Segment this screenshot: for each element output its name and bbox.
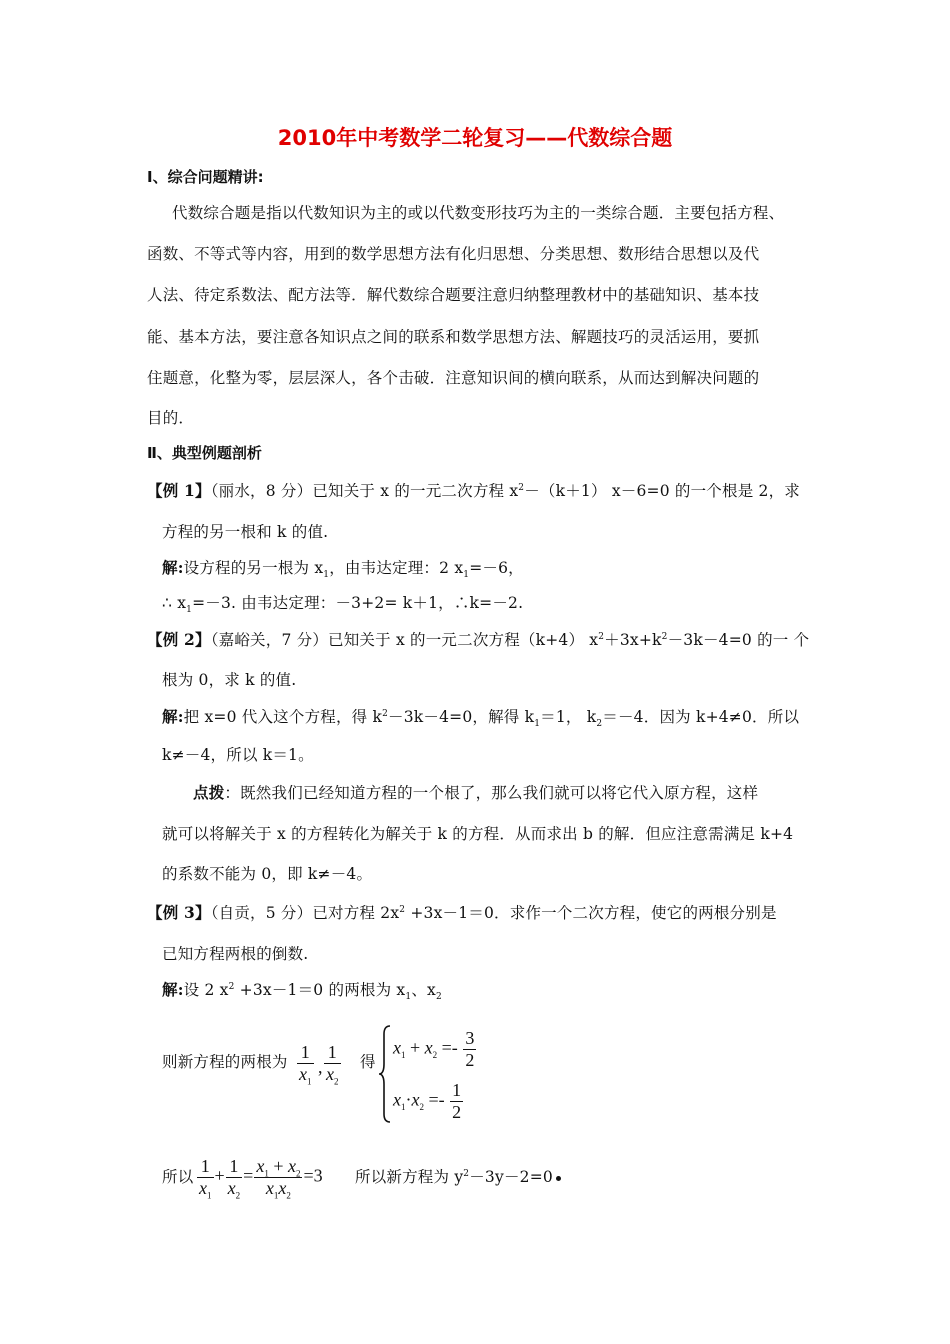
reciprocal-x2-fraction: $\frac{1}{x_2}$ [326, 1042, 339, 1087]
example-3-question-line-1: 【例 3】（自贡，5 分）已对方程 $2x^2 +3x-1=0$．求作一个二次方程，使它的两根分别是 [147, 903, 777, 922]
product-equation: $x_1\cdot x_2$ =- $\frac{1}{2}$ [393, 1080, 462, 1122]
section-heading-2: Ⅱ、典型例题剖析 [147, 444, 262, 462]
paragraph-line-4: 能、基本方法，要注意各知识点之间的联系和数学思想方法、解题技巧的灵活运用，要抓 [147, 328, 760, 346]
tip-line-3: 的系数不能为 0，即 k≠－4。 [162, 865, 373, 883]
example-3-label: 【例 3】 [147, 903, 211, 922]
example-2-question-line-2: 根为 0，求 k 的值. [162, 671, 297, 689]
paragraph-line-3: 人法、待定系数法、配方法等．解代数综合题要注意归纳整理教材中的基础知识、基本技 [147, 286, 760, 304]
tip-line-1: 点拨：既然我们已经知道方程的一个根了，那么我们就可以将它代入原方程，这样 [193, 783, 759, 802]
example-1-question-line-1: 【例 1】（丽水，8 分）已知关于 x 的一元二次方程 $x^2-(k+1)$ x－6=0 的一个根是 2，求 [147, 481, 800, 500]
example-3-solution-line-1: 解:设 2 $x^2 +3x-1=0$ 的两根为 $x_1$、$x_2$ [162, 980, 442, 1003]
final-equation: 所以新方程为 $y^2-3y-2=0$ [355, 1165, 561, 1187]
example-1-label: 【例 1】 [147, 481, 211, 500]
tip-label: 点拨 [193, 783, 225, 802]
sum-equation: $x_1 + x_2$ =- $\frac{3}{2}$ [393, 1028, 475, 1070]
example-2-question-line-1: 【例 2】（嘉峪关，7 分）已知关于 x 的一元二次方程（k+4） $x^2+3x+k^2-3k-4=0$ 的一 个 [147, 630, 810, 649]
so-text: 所以 [162, 1168, 194, 1186]
de-text: 得 [360, 1053, 376, 1071]
reciprocal-x1-fraction: $\frac{1}{x_1}$ [299, 1042, 312, 1087]
section-heading-1: Ⅰ、综合问题精讲: [147, 168, 264, 186]
solution-label: 解: [162, 980, 184, 999]
solution-label: 解: [162, 558, 184, 577]
tip-line-2: 就可以将解关于 x 的方程转化为解关于 k 的方程．从而求出 b 的解．但应注意需满足 k+4 [162, 825, 794, 843]
solution-label: 解: [162, 707, 184, 726]
example-1-question-line-2: 方程的另一根和 k 的值. [162, 523, 329, 541]
example-2-solution-line-2: k≠－4，所以 k＝1。 [162, 746, 314, 764]
new-roots-text: 则新方程的两根为 [162, 1053, 288, 1071]
paragraph-line-5: 住题意，化整为零，层层深人，各个击破．注意知识间的横向联系，从而达到解决问题的 [147, 369, 760, 387]
paragraph-line-2: 函数、不等式等内容，用到的数学思想方法有化归思想、分类思想、数形结合思想以及代 [147, 245, 760, 263]
system-brace [378, 1024, 392, 1124]
sum-of-reciprocals: $\frac{1}{x_1}$ + $\frac{1}{x_2}$ = $\frac{x_1 + x_2}{x_1x_2}$ =3 [199, 1156, 323, 1201]
comma: , [318, 1057, 323, 1077]
bullet-dot [556, 1176, 561, 1181]
example-2-solution-line-1: 解:把 x=0 代入这个方程，得 $k^2-3k-4=0$，解得 $k_1=1$， $k_2=-4$．因为 k+4≠0．所以 [162, 707, 800, 730]
paragraph-line-1: 代数综合题是指以代数知识为主的或以代数变形技巧为主的一类综合题．主要包括方程、 [172, 204, 785, 222]
example-1-solution-line-2: ∴ $x_1=-3$. 由韦达定理：－3+2= k＋1，∴k=－2. [162, 594, 524, 616]
example-3-question-line-2: 已知方程两根的倒数. [162, 945, 309, 963]
example-2-label: 【例 2】 [147, 630, 211, 649]
document-title: 2010年中考数学二轮复习——代数综合题 [277, 126, 673, 150]
example-1-solution-line-1: 解:设方程的另一根为 $x_1$，由韦达定理：2 $x_1=-6$， [162, 558, 524, 581]
paragraph-line-6: 目的． [147, 409, 195, 427]
